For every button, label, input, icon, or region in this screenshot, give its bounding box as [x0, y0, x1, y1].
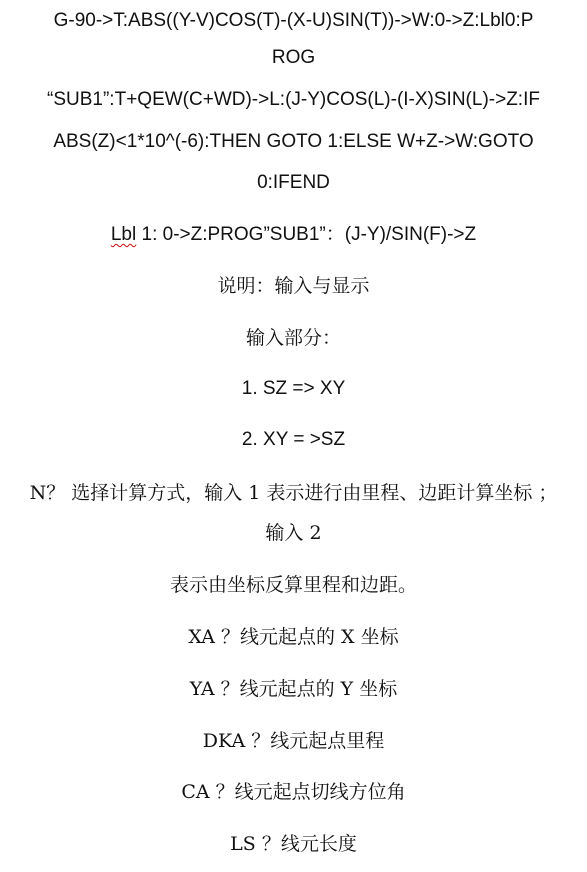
ya-description: YA ？线元起点的 Y 坐标 [189, 678, 398, 700]
ca-description: CA ？线元起点切线方位角 [181, 781, 406, 803]
n-prompt-line-2: 输入 2 [265, 522, 322, 544]
input-part-label: 输入部分： [245, 327, 341, 349]
ls-description: LS ？线元长度 [230, 833, 357, 855]
lbl-keyword: Lbl [110, 224, 137, 245]
xa-description: XA ？线元起点的 X 坐标 [188, 626, 399, 648]
program-line-3: “SUB1”:T+QEW(C+WD)->L:(J-Y)COS(L)-(I-X)SIN(L)->Z:IF [47, 89, 540, 110]
n-prompt-line-3: 表示由坐标反算里程和边距。 [169, 574, 417, 596]
n-prompt-line-1: N？ 选择计算方式，输入 1 表示进行由里程、边距计算坐标 ； [29, 482, 558, 504]
mode-item-1: 1. SZ => XY [241, 378, 346, 399]
program-line-5: 0:IFEND [257, 172, 330, 193]
program-line-6 [0, 223, 587, 247]
dka-description: DKA ？线元起点里程 [202, 730, 385, 752]
explanation-heading: 说明：输入与显示 [217, 275, 370, 297]
program-line-1: G-90->T:ABS((Y-V)COS(T)-(X-U)SIN(T))->W:0->Z:Lbl0:P [53, 10, 534, 31]
mode-item-2: 2. XY = >SZ [241, 429, 346, 450]
program-line-2: ROG [271, 47, 316, 68]
program-line-4: ABS(Z)<1*10^(-6):THEN GOTO 1:ELSE W+Z->W:GOTO [53, 131, 534, 152]
program-line-6-rest: 1: 0->Z:PROG”SUB1”：(J-Y)/SIN(F)->Z [136, 224, 477, 245]
